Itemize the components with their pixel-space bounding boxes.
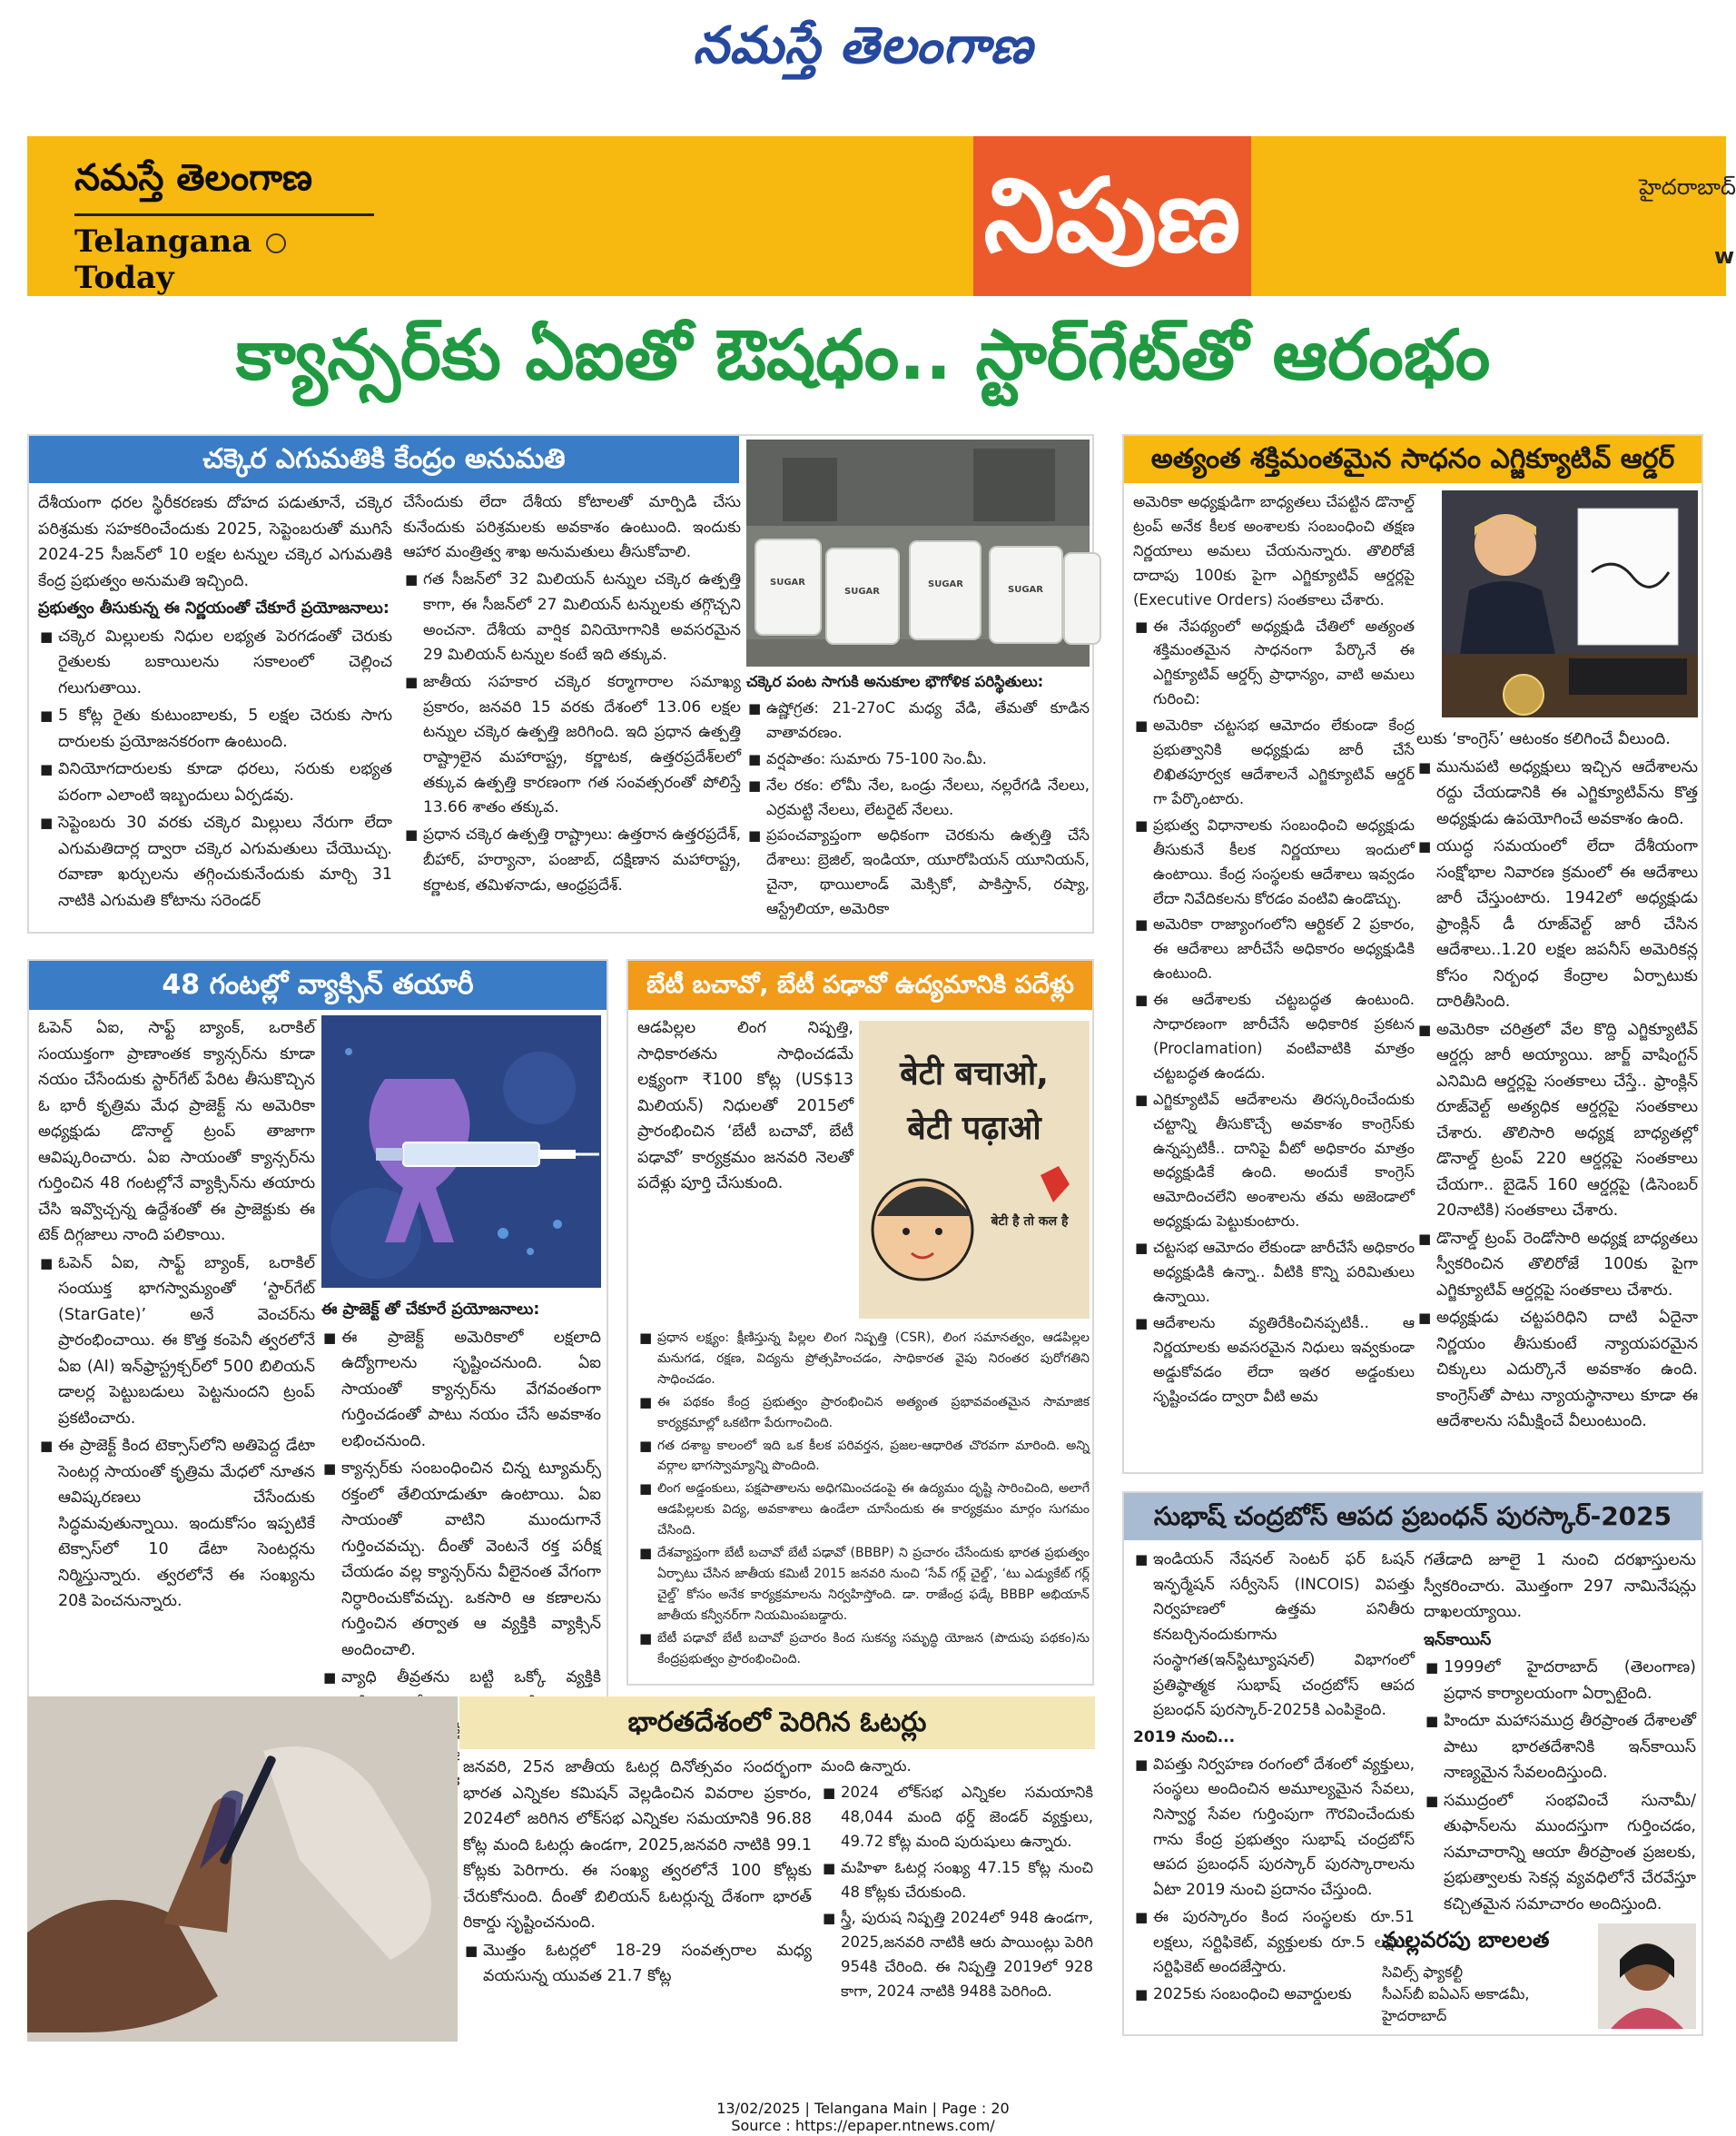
bullet-list [38,1251,315,1615]
paragraph: మంది ఉన్నారు. [821,1757,912,1775]
sugar-bags-photo [746,440,1090,667]
subheading: చక్కెర పంట సాగుకి అనుకూల భౌగోళిక పరిస్థితులు: [746,673,1044,690]
bullet-item: ■ అధ్యక్షుడు చట్టపరిధిని దాటి ఏదైనా నిర్ణయం తీసుకుంటే న్యాయపరమైన చిక్కులు ఎదుర్కొనే అవకాశం ఉంది. కాంగ్రెస్‌తో పాటు న్యాయస్థానాలు కూడా ఈ ఆదేశాలను సమీక్షించే వీలుంటుంది. [1416,1305,1698,1435]
bullet-item: ■ డొనాల్డ్ ట్రంప్ రెండోసారి అధ్యక్ష బాధ్యతలు స్వీకరించిన తొలిరోజే 100కు పైగా ఎగ్జిక్యూటివ్ ఆర్డర్లపై సంతకాలు చేశారు. [1416,1226,1698,1304]
page-footer [0,2100,1726,2134]
byline-name: మల్లవరపు బాలలత [1382,1927,1550,1953]
bullet-item: ■ ఈ ఆదేశాలకు చట్టబద్ధత ఉంటుంది. సాధారణంగా జారీచేసే అధికారిక ప్రకటన (Proclamation) వంటివాటికి మాత్రం చట్టబద్ధత ఉండదు. [1133,988,1415,1086]
bullet-list [637,1328,1090,1670]
byline-org: సీఎస్‌బీ ఐఏఎస్ అకాడమీ, [1382,1985,1530,2002]
bullet-item: ■ అమెరికా రాజ్యాంగంలోని ఆర్టికల్ 2 ప్రకారం, ఈ ఆదేశాలు జారీచేసే అధికారం అధ్యక్షుడికి ఉంటుంది. [1133,913,1415,986]
voters-column-left [463,1755,812,1992]
bullet-item: ■ చక్కెర మిల్లులకు నిధుల లభ్యత పెరగడంతో చెరుకు రైతులకు బకాయిలను సకాలంలో చెల్లించ గలుగుతాయి. [38,624,392,702]
bullet-item: ■ అమెరికా చరిత్రలో వేల కొద్ది ఎగ్జిక్యూటివ్ ఆర్డర్లు జారీ అయ్యాయి. జార్జ్ వాషింగ్టన్ ఎనిమిది ఆర్డర్లపై సంతకాలు చేస్తే.. ఫ్రాంక్లిన్ రూజ్‌వెల్ట్ అత్యధిక ఆర్డర్లపై సంతకాలు చేశారు. తొలిసారి అధ్యక్ష బాధ్యతల్లో డొనాల్డ్ ట్రంప్ 220 ఆర్డర్లపై సంతకాలు చేయగా.. బైడెన్ 160 ఆర్డర్లపై (డిసెంబర్ 20నాటికి) సంతకాలు చేశారు. [1416,1017,1698,1224]
paragraph: అమెరికా అధ్యక్షుడిగా బాధ్యతలు చేపట్టిన డొనాల్డ్ ట్రంప్ అనేక కీలక అంశాలకు సంబంధించి తక్షణ నిర్ణయాలు అమలు చేయనున్నారు. తొలిరోజే దాదాపు 100కు పైగా ఎగ్జిక్యూటివ్ ఆర్డర్లపై (Executive Orders) సంతకాలు చేశారు. [1133,493,1415,608]
subheading: ఈ ప్రాజెక్ట్ తో చేకూరే ప్రయోజనాలు: [321,1300,540,1319]
paragraph: ఓపెన్ ఏఐ, సాఫ్ట్ బ్యాంక్, ఒరాకిల్ సంయుక్తంగా ప్రాణాంతక క్యాన్సర్‌ను కూడా నయం చేసేందుకు స్టార్‌గేట్ పేరిట తీసుకొచ్చిన ఓ భారీ కృత్రిమ మేధ ప్రాజెక్ట్ ను అమెరికా అధ్యక్షుడు డొనాల్డ్ ట్రంప్ తాజాగా ఆవిష్కరించారు. ఏఐ సాయంతో క్యాన్సర్‌ను గుర్తించిన 48 గంటల్లోనే వ్యాక్సిన్‌ను తయారు చేసి ఇవ్వొచ్చన్న ఉద్దేశంతో ఈ ప్రాజెక్టుకు ఈ టెక్ దిగ్గజాలు నాంది పలికాయి. [38,1019,315,1244]
logo-english [74,223,383,296]
subhash-column-right [1424,1548,1696,1919]
bag-label: SUGAR [770,578,805,588]
byline-role: సివిల్స్ ఫ్యాకల్టీ [1382,1963,1464,1981]
band-city: హైదరాబాద్ [1639,174,1736,200]
byline-city: హైదరాబాద్ [1382,2007,1447,2024]
beti-panel [626,959,1094,1686]
bullet-item: ■ గత దశాబ్ద కాలంలో ఇది ఒక కీలక పరివర్తన, ప్రజల-ఆధారిత చొరవగా మారింది. అన్ని వర్గాల భాగస్వామ్యాన్ని పొందింది. [637,1436,1090,1478]
bullet-list [821,1781,1093,2004]
subheading: ప్రభుత్వం తీసుకున్న ఈ నిర్ణయంతో చేకూరే ప్రయోజనాలు: [38,599,390,618]
bullet-list [463,1938,812,1990]
paragraph: గతేడాది జూలై 1 నుంచి దరఖాస్తులను స్వీకరించారు. మొత్తంగా 297 నామినేషన్లు దాఖలయ్యాయి. [1424,1551,1696,1621]
paragraph: జనవరి, 25న జాతీయ ఓటర్ల దినోత్సవం సందర్భంగా భారత ఎన్నికల కమిషన్ వెల్లడించిన వివరాల ప్రకారం, 2024లో జరిగిన లోక్‌సభ ఎన్నికల సమయానికి 96.88 కోట్ల మంది ఓటర్లు ఉండగా, 2025,జనవరి నాటికి 99.1 కోట్లకు పెరిగారు. ఈ సంఖ్య త్వరలోనే 100 కోట్లకు చేరుకోనుంది. దీంతో బిలియన్ ఓటర్లున్న దేశంగా భారత్ రికార్డు సృష్టించనుంది. [463,1758,812,1932]
logo-telugu: నమస్తే తెలంగాణ [74,156,313,199]
bullet-item: ■ బేటీ పఢావో బేటీ బచావో ప్రచారం కింద సుకన్య సమృద్ధి యోజన (పొదుపు పథకం)ను కేంద్రప్రభుత్వం ప్రారంభించింది. [637,1628,1090,1670]
author-photo [1598,1923,1696,2029]
bullet-item: ■ ఇండియన్ నేషనల్ సెంటర్ ఫర్ ఓషన్ ఇన్ఫర్మేషన్ సర్వీసెస్ (INCOIS) విపత్తు నిర్వహణలో ఉత్తమ పనితీరు కనబర్చినందుకుగాను సంస్థాగత(ఇన్‌స్టిట్యూషనల్) విభాగంలో ప్రతిష్ఠాత్మక సుభాష్ చంద్రబోస్ ఆపద ప్రబంధన్ పురస్కార్-2025కి ఎంపికైంది. [1133,1548,1415,1724]
masthead-title: నమస్తే తెలంగాణ [693,15,1033,75]
voters-panel [459,1696,1095,2036]
bullet-item: ■ చట్టసభ ఆమోదం లేకుండా జారీచేసే అధికారం అధ్యక్షుడికి ఉన్నా.. వీటికి కొన్ని పరిమితులు ఉన్నాయి. [1133,1236,1415,1310]
masthead [0,0,1726,100]
bullet-list [746,697,1090,922]
bullet-item: ■ ఈ ప్రాజెక్ట్ కింద టెక్సాస్‌లోని అతిపెద్ద డేటా సెంటర్ల సాయంతో కృత్రిమ మేధలో నూతన ఆవిష్కరణలు చేసేందుకు సిద్ధమవుతున్నాయి. ఇందుకోసం ఇప్పటికే టెక్సాస్‌లో 10 డేటా సెంటర్లను నిర్మిస్తున్నారు. త్వరలోనే ఈ సంఖ్యను 20కి పెంచనున్నారు. [38,1433,315,1615]
executive-column-left [1133,490,1415,1411]
bag-label: SUGAR [928,579,963,589]
logo-english-b: Today [74,260,174,296]
bullet-item: ■ 2024 లోక్‌సభ ఎన్నికల సమయానికి 48,044 మంది థర్డ్ జెండర్ వ్యక్తులు, 49.72 కోట్ల మంది పురుషులు ఉన్నారు. [821,1781,1093,1854]
executive-column-right [1416,727,1698,1437]
bullet-item: ■ ప్రభుత్వ విధానాలకు సంబంధించి అధ్యక్షుడు తీసుకునే కీలక నిర్ణయాలు ఇందులో ఉంటాయి. కేంద్ర సంస్థలకు ఆదేశాలు ఇవ్వడం లేదా నివేదికలను కోరడం వంటివి ఉండొచ్చు. [1133,814,1415,912]
bullet-list [1416,755,1698,1435]
bullet-item: ■ 2025కు సంబంధించి అవార్డులకు [1133,1983,1415,2008]
bullet-item: ■ స్త్రీ, పురుష నిష్పత్తి 2024లో 948 ఉండగా, 2025,జనవరి నాటికి ఆరు పాయింట్లు పెరిగి 954కి చేరింది. ఈ నిష్పత్తి 2019లో 928 కాగా, 2024 నాటికి 948కి పెరిగింది. [821,1906,1093,2004]
subhash-column-left [1133,1548,1415,2010]
paragraph: దేశీయంగా ధరల స్థిరీకరణకు దోహద పడుతూనే, చక్కెర పరిశ్రమకు సహకరించేందుకు 2025, సెప్టెంబరుతో ముగిసే 2024-25 సీజన్‌లో 10 లక్షల టన్నుల చక్కెర ఎగుమతికి కేంద్ర ప్రభుత్వం అనుమతి ఇచ్చింది. [38,494,392,590]
sugar-title: చక్కెర ఎగుమతికి కేంద్రం అనుమతి [29,436,739,483]
bullet-item: ■ నేల రకం: లోమీ నేల, ఒండ్రు నేలలు, నల్లరేగడి నేలలు, ఎర్రమట్టి నేలలు, లేటరైట్ నేలలు. [746,774,1090,823]
publication-logo [74,156,383,296]
beti-body [637,1328,1090,1672]
bullet-list [1133,615,1415,1409]
bullet-list [38,624,392,915]
vaccine-column-left [38,1015,315,1617]
logo-rule [74,213,374,216]
beti-intro-text: ఆడపిల్లల లింగ నిష్పత్తి, సాధికారతను సాధించడమే లక్ష్యంగా ₹100 కోట్ల (US$13 మిలియన్) నిధులతో 2015లో ప్రారంభించిన ‘బేటీ బచావో, బేటీ పఢావో’ కార్యక్రమం జనవరి నెలతో పదేళ్లు పూర్తి చేసుకుంది. [637,1019,853,1192]
bullet-item: ■ ఓపెన్ ఏఐ, సాఫ్ట్ బ్యాంక్, ఒరాకిల్ సంయుక్త భాగస్వామ్యంతో ‘స్టార్‌గేట్ (StarGate)’ అనే వెంచర్‌ను ప్రారంభించాయి. ఈ కొత్త కంపెనీ త్వరలోనే ఏఐ (AI) ఇన్‌ఫ్రాస్ట్రక్చర్‌లో 500 బిలియన్ డాలర్ల పెట్టుబడులు పెట్టనుందని ట్రంప్ ప్రకటించారు. [38,1251,315,1432]
syringe-illustration [321,1015,601,1288]
supplement-name: నిపుణ [973,136,1251,296]
footer-edition: 13/02/2025 | Telangana Main | Page : 20 [716,2100,1010,2117]
footer-source: Source : https://epaper.ntnews.com/ [731,2117,995,2134]
bullet-item: ■ సముద్రంలో సంభవించే సునామీ/తుఫాన్‌లను ముందస్తుగా గుర్తించడం, సమాచారాన్ని ఆయా తీరప్రాంత ప్రజలకు, ప్రభుత్వాలకు సెకన్ల వ్యవధిలోనే చేరవేస్తూ కచ్చితమైన సమాచారం అందిస్తుంది. [1424,1788,1696,1918]
voters-column-right [821,1755,1093,2006]
voters-title: భారతదేశంలో పెరిగిన ఓటర్లు [459,1696,1095,1749]
sugar-panel [27,434,1094,934]
subhash-title: సుభాష్ చంద్రబోస్ ఆపద ప్రబంధన్ పురస్కార్-2025 [1124,1493,1701,1540]
logo-english-a: Telangana [74,223,252,260]
bullet-item: ■ ఆదేశాలను వ్యతిరేకించినప్పటికీ.. ఆ నిర్ణయాలకు అవసరమైన నిధులు ఇవ్వకుండా అడ్డుకోవడం లేదా ఇతర అడ్డంకులు సృష్టించడం ద్వారా వీటి అమ [1133,1311,1415,1409]
sugar-column-2 [403,490,741,900]
beti-title: బేటీ బచావో, బేటీ పఢావో ఉద్యమానికి పదేళ్లు [628,961,1092,1010]
bullet-item: ■ దేశవ్యాప్తంగా బేటీ బచావో బేటీ పఢావో (BBBP) ని ప్రచారం చేసేందుకు భారత ప్రభుత్వం ఏర్పాటు చేసిన జాతీయ కమిటీ 2015 జనవరి నుంచి ‘సేవ్ గర్ల్ చైల్డ్’, ‘టు ఎడ్యుకేట్ గర్ల్ చైల్డ్’ కోసం అనేక కార్యక్రమాలను నిర్వహిస్తోంది. డా. రాజేంద్ర ఫడ్కే BBBP అభియాన్ జాతీయ కన్వీనర్‌గా నియమింపబడ్డారు. [637,1543,1090,1627]
bullet-item: ■ వ్యాధి తీవ్రతను బట్టి ఒక్కో వ్యక్తికి [321,1665,601,1795]
poster-line-3: बेटी है तो कल है [991,1214,1069,1229]
bullet-item: ■ విపత్తు నిర్వహణ రంగంలో దేశంలో వ్యక్తులు, సంస్థలు అందించిన అమూల్యమైన సేవలు, నిస్వార్థ సేవల గుర్తింపుగా గౌరవించేందుకు గాను కేంద్ర ప్రభుత్వం సుభాష్ చంద్రబోస్ ఆపద ప్రబంధన్ పురస్కార్ పురస్కారాలను ఏటా 2019 నుంచి ప్రదానం చేస్తుంది. [1133,1753,1415,1904]
bullet-item: ■ ప్రధాన లక్ష్యం: క్షీణిస్తున్న పిల్లల లింగ నిష్పత్తి (CSR), లింగ సమానత్వం, ఆడపిల్లల మనుగడ, రక్షణ, విద్యను ప్రోత్సహించడం, సాధికారత వైపు నిరంతర పురోగతిని సాధించడం. [637,1328,1090,1390]
voter-finger-photo [27,1696,458,2042]
bullet-item: ■ అమెరికా చట్టసభ ఆమోదం లేకుండా కేంద్ర ప్రభుత్వానికి అధ్యక్షుడు జారీ చేసే లిఖితపూర్వక ఆదేశాలనే ఎగ్జిక్యూటివ్ ఆర్డర్ గా పేర్కొంటారు. [1133,714,1415,812]
subheading: 2019 నుంచి... [1133,1727,1236,1746]
supplement-band [27,136,1736,296]
paragraph: చేసేందుకు లేదా దేశీయ కోటాలతో మార్పిడి చేసు కునేందుకు పరిశ్రమలకు అవకాశం ఉంటుంది. ఇందుకు ఆహార మంత్రిత్వ శాఖ అనుమతులు తీసుకోవాలి. [403,493,741,562]
bullet-item: ■ 5 కోట్ల రైతు కుటుంబాలకు, 5 లక్షల చెరుకు సాగు దారులకు ప్రయోజనకరంగా ఉంటుంది. [38,703,392,755]
subhash-panel [1122,1491,1703,2036]
sugar-column-1 [38,490,392,915]
emblem-icon [266,233,286,253]
byline [1382,1923,1700,2032]
bullet-item: ■ ఈ పురస్కారం కింద సంస్థలకు రూ.51 లక్షలు, సర్టిఫికెట్, వ్యక్తులకు రూ.5 లక్షలు, సర్టిఫికెట్ అందజేస్తారు. [1133,1905,1415,1981]
poster-line-1: बेटी बचाओ, [900,1055,1049,1093]
beti-poster [859,1021,1090,1319]
bullet-item: ■ ప్రధాన చక్కెర ఉత్పత్తి రాష్ట్రాలు: ఉత్తరాన ఉత్తరప్రదేశ్, బీహార్, హర్యానా, పంజాబ్, దక్షిణాన మహారాష్ట్ర, కర్ణాటక, తమిళనాడు, ఆంధ్రప్రదేశ్. [403,823,741,898]
page-headline: క్యాన్సర్‌కు ఏఐతో ఔషధం.. స్టార్‌గేట్‌తో ఆరంభం [235,314,1491,395]
bullet-list [1424,1655,1696,1917]
bullet-list [403,568,741,898]
executive-panel [1122,434,1703,1474]
vaccine-title: 48 గంటల్లో వ్యాక్సిన్ తయారీ [29,961,607,1010]
bullet-item: ■ ఎగ్జిక్యూటివ్ ఆదేశాలను తిరస్కరించేందుకు చట్టాన్ని తీసుకొచ్చే అవకాశం కాంగ్రెస్‌కు ఉన్నప్పటికీ.. దానిపై వీటో అధికారం మాత్రం అధ్యక్షుడికే ఉంది. అందుకే కాంగ్రెస్ ఆమోదించలేని అంశాలను తమ అజెండాలో అధ్యక్షుడు పెట్టుకుంటారు. [1133,1088,1415,1234]
bullet-item: ■ వర్షపాతం: సుమారు 75-100 సెం.మీ. [746,747,1090,772]
paragraph: లుకు ‘కాంగ్రెస్’ ఆటంకం కలిగించే వీలుంది. [1416,730,1671,748]
bullet-item: ■ జాతీయ సహకార చక్కెర కర్మాగారాల సమాఖ్య ప్రకారం, జనవరి 15 వరకు దేశంలో 13.06 లక్షల టన్నుల చక్కెర ఉత్పత్తి జరిగింది. ఇది ప్రధాన ఉత్పత్తి రాష్ట్రాలైన మహారాష్ట్ర, కర్ణాటక, ఉత్తరప్రదేశ్‌లలో తక్కువ ఉత్పత్తి కారణంగా గత సంవత్సరంతో పోలిస్తే 13.66 శాతం తక్కువ. [403,670,741,821]
bullet-item: ■ 1999లో హైదరాబాద్ (తెలంగాణ) ప్రధాన కార్యాలయంగా ఏర్పాటైంది. [1424,1655,1696,1706]
bullet-item: ■ లింగ అడ్డంకులు, పక్షపాతాలను అధిగమించడంపై ఈ ఉద్యమం దృష్టి సారించింది, అలాగే ఆడపిల్లలకు విద్య, అవకాశాలు ఉండేలా చూసేందుకు ఈ కార్యక్రమం మార్గం సుగమం చేసింది. [637,1478,1090,1541]
sugar-column-3 [746,670,1090,924]
bullet-item: ■ గత సీజన్‌లో 32 మిలియన్ టన్నుల చక్కెర ఉత్పత్తి కాగా, ఈ సీజన్‌లో 27 మిలియన్ టన్నులకు తగ్గొచ్చని అంచనా. దేశీయ వార్షిక వినియోగానికి అవసరమైన 29 మిలియన్ టన్నుల కంటే ఇది తక్కువ. [403,568,741,668]
subheading: ఇన్‌కాయిస్ [1424,1630,1492,1649]
band-web: w [1714,243,1735,269]
bullet-list [1133,1548,1415,1724]
beti-intro [637,1015,853,1199]
bag-label: SUGAR [1008,585,1043,595]
bullet-item: ■ యుద్ధ సమయంలో లేదా దేశీయంగా సంక్షోభాల నివారణ క్రమంలో ఈ ఆదేశాలు జారీ చేస్తుంటారు. 1942లో అధ్యక్షుడు ఫ్రాంక్లిన్ డీ రూజ్‌వెల్ట్ జారీ చేసిన ఆదేశాలు..1.20 లక్షల జపనీస్ అమెరికన్ల కోసం నిర్బంధ కేంద్రాల ఏర్పాటుకు దారితీసింది. [1416,834,1698,1015]
bullet-item: ■ ఉష్ణోగ్రత: 21-27oC మధ్య వేడి, తేమతో కూడిన వాతావరణం. [746,697,1090,746]
bullet-item: ■ ఈ నేపథ్యంలో అధ్యక్షుడి చేతిలో అత్యంత శక్తిమంతమైన సాధనంగా పేర్కొనే ఈ ఎగ్జిక్యూటివ్ ఆర్డర్స్ ప్రాధాన్యం, వాటి అమలు గురించి: [1133,615,1415,713]
bullet-list [1133,1753,1415,2008]
bag-label: SUGAR [844,587,880,597]
executive-title: అత్యంత శక్తిమంతమైన సాధనం ఎగ్జిక్యూటివ్ ఆర్డర్ [1124,436,1701,483]
bullet-item: ■ మహిళా ఓటర్ల సంఖ్య 47.15 కోట్ల నుంచి 48 కోట్లకు చేరుకుంది. [821,1856,1093,1905]
bullet-item: ■ హిందూ మహాసముద్ర తీరప్రాంత దేశాలతో పాటు భారతదేశానికి ఇన్‌కాయిస్ నాణ్యమైన సేవలందిస్తుంది. [1424,1708,1696,1786]
bullet-item: ■ క్యాన్సర్‌కు సంబంధించిన చిన్న ట్యూమర్స్ రక్తంలో తేలియాడుతూ ఉంటాయి. ఏఐ సాయంతో వాటిని ముందుగానే గుర్తించవచ్చు. దీంతో వెంటనే రక్త పరీక్ష చేయడం వల్ల క్యాన్సర్‌ను వీలైనంత వేగంగా నిర్ధారించుకోవచ్చు. ఒకసారి ఆ కణాలను గుర్తించిన తర్వాత ఆ వ్యక్తికి వ్యాక్సిన్ అందించాలి. [321,1456,601,1663]
bullet-item: ■ సెప్టెంబరు 30 వరకు చక్కెర మిల్లులు నేరుగా లేదా ఎగుమతిదార్ల ద్వారా చక్కెర ఎగుమతులు చేయొచ్చు. రవాణా ఖర్చులను తగ్గించుకునేందుకు మార్చి 31 నాటికి ఎగుమతి కోటాను సరెండర్ [38,810,392,914]
bullet-item: ■ మొత్తం ఓటర్లలో 18-29 సంవత్సరాల మధ్య వయసున్న యువత 21.7 కోట్ల [463,1938,812,1990]
bullet-item: ■ మునుపటి అధ్యక్షులు ఇచ్చిన ఆదేశాలను రద్దు చేయడానికి ఈ ఎగ్జిక్యూటివ్‌ను కొత్త అధ్యక్షుడు ఉపయోగించే అవకాశం ఉంది. [1416,755,1698,833]
signing-photo [1442,490,1698,717]
bullet-item: ■ ఈ ప్రాజెక్ట్ అమెరికాలో లక్షలాది ఉద్యోగాలను సృష్టించనుంది. ఏఐ సాయంతో క్యాన్సర్‌ను వేగవంతంగా గుర్తించడంతో పాటు నయం చేసే అవకాశం లభించనుంది. [321,1325,601,1455]
bullet-item: ■ వినియోగదారులకు కూడా ధరలు, సరుకు లభ్యత పరంగా ఎలాంటి ఇబ్బందులు ఏర్పడవు. [38,756,392,808]
bullet-item: ■ ప్రపంచవ్యాప్తంగా అధికంగా చెరకును ఉత్పత్తి చేసే దేశాలు: బ్రెజిల్, ఇండియా, యూరోపియన్ యూనియన్, చైనా, థాయిలాండ్ మెక్సికో, పాకిస్తాన్, రష్యా, ఆస్ట్రేలియా, అమెరికా [746,824,1090,922]
poster-line-2: बेटी पढ़ाओ [907,1110,1041,1147]
bullet-item: ■ ఈ పథకం కేంద్ర ప్రభుత్వం ప్రారంభించిన అత్యంత ప్రభావవంతమైన సామాజిక కార్యక్రమాల్లో ఒకటిగా పేరుగాంచింది. [637,1392,1090,1434]
